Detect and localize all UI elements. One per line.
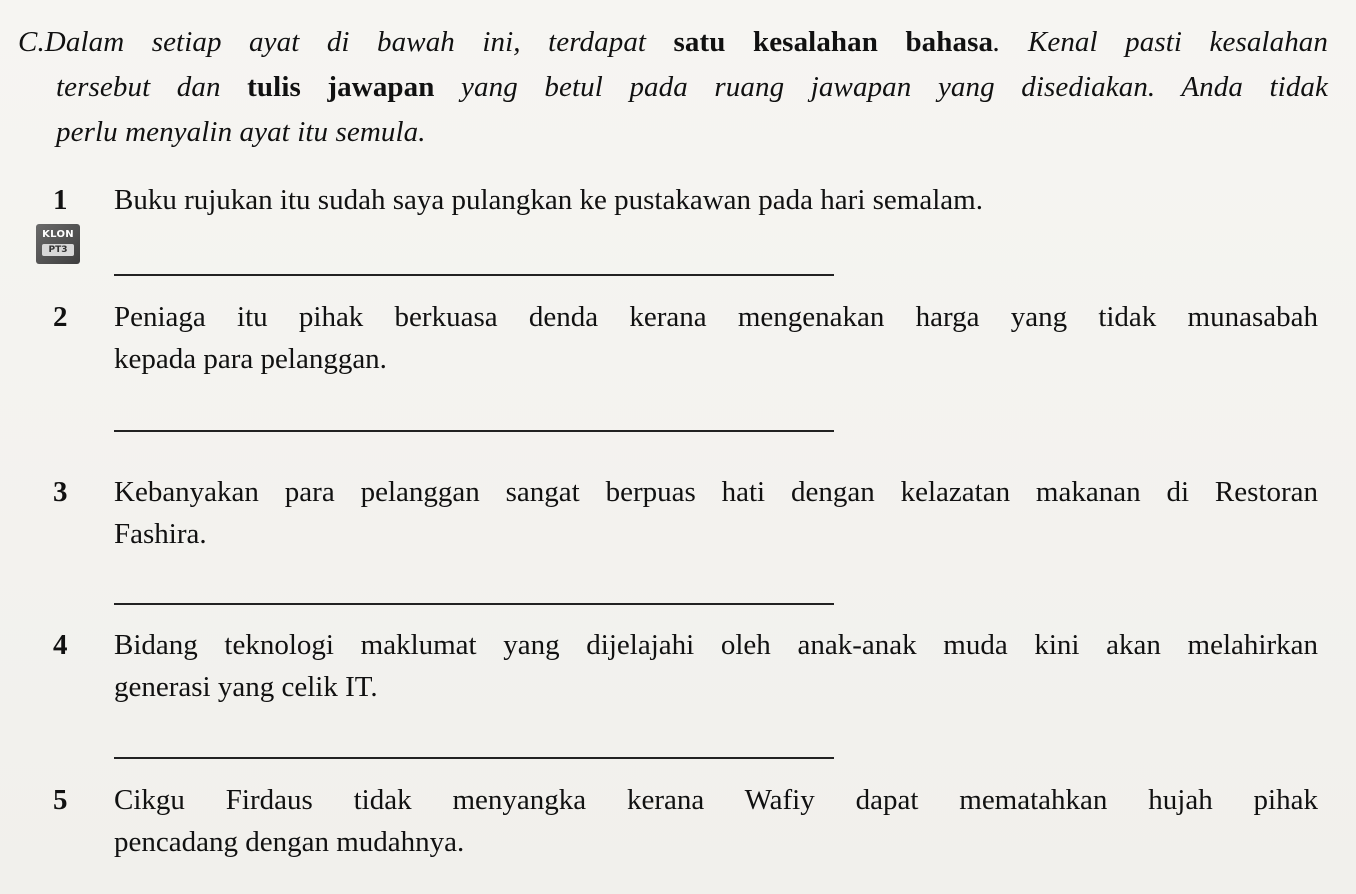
answer-line-1[interactable] [114,274,834,276]
question-text: Kebanyakan para pelanggan sangat berpuas hati dengan kelazatan makanan di Restoran Fashira. [114,476,1318,550]
question-number: 1 [53,184,68,216]
instruction-line-2: tersebut dan tulis jawapan yang betul pada ruang jawapan yang disediakan. Anda tidak [56,71,1328,103]
section-label: C. [18,26,45,58]
section-instruction [18,20,1328,155]
klon-pt3-badge: KLON PT3 [36,224,80,264]
question-number: 5 [53,784,68,816]
instruction-line-1: C.Dalam setiap ayat di bawah ini, terdapat satu kesalahan bahasa. Kenal pasti kesalahan [18,26,1328,58]
question-text: Buku rujukan itu sudah saya pulangkan ke pustakawan pada hari semalam. [114,184,983,216]
question-text: Bidang teknologi maklumat yang dijelajahi oleh anak-anak muda kini akan melahirkan generasi yang celik IT. [114,629,1318,703]
question-number: 2 [53,301,68,333]
question-text: Cikgu Firdaus tidak menyangka kerana Wafiy dapat mematahkan hujah pihak pencadang dengan mudahnya. [114,784,1318,858]
bold-phrase-satu-kesalahan: satu kesalahan bahasa [673,26,994,58]
question-number: 3 [53,476,68,508]
answer-line-2[interactable] [114,430,834,432]
instruction-line-3: perlu menyalin ayat itu semula. [56,116,426,148]
question-number: 4 [53,629,68,661]
bold-phrase-tulis-jawapan: tulis jawapan [247,71,435,103]
answer-line-4[interactable] [114,757,834,759]
answer-line-3[interactable] [114,603,834,605]
question-text: Peniaga itu pihak berkuasa denda kerana mengenakan harga yang tidak munasabah kepada para pelanggan. [114,301,1318,375]
